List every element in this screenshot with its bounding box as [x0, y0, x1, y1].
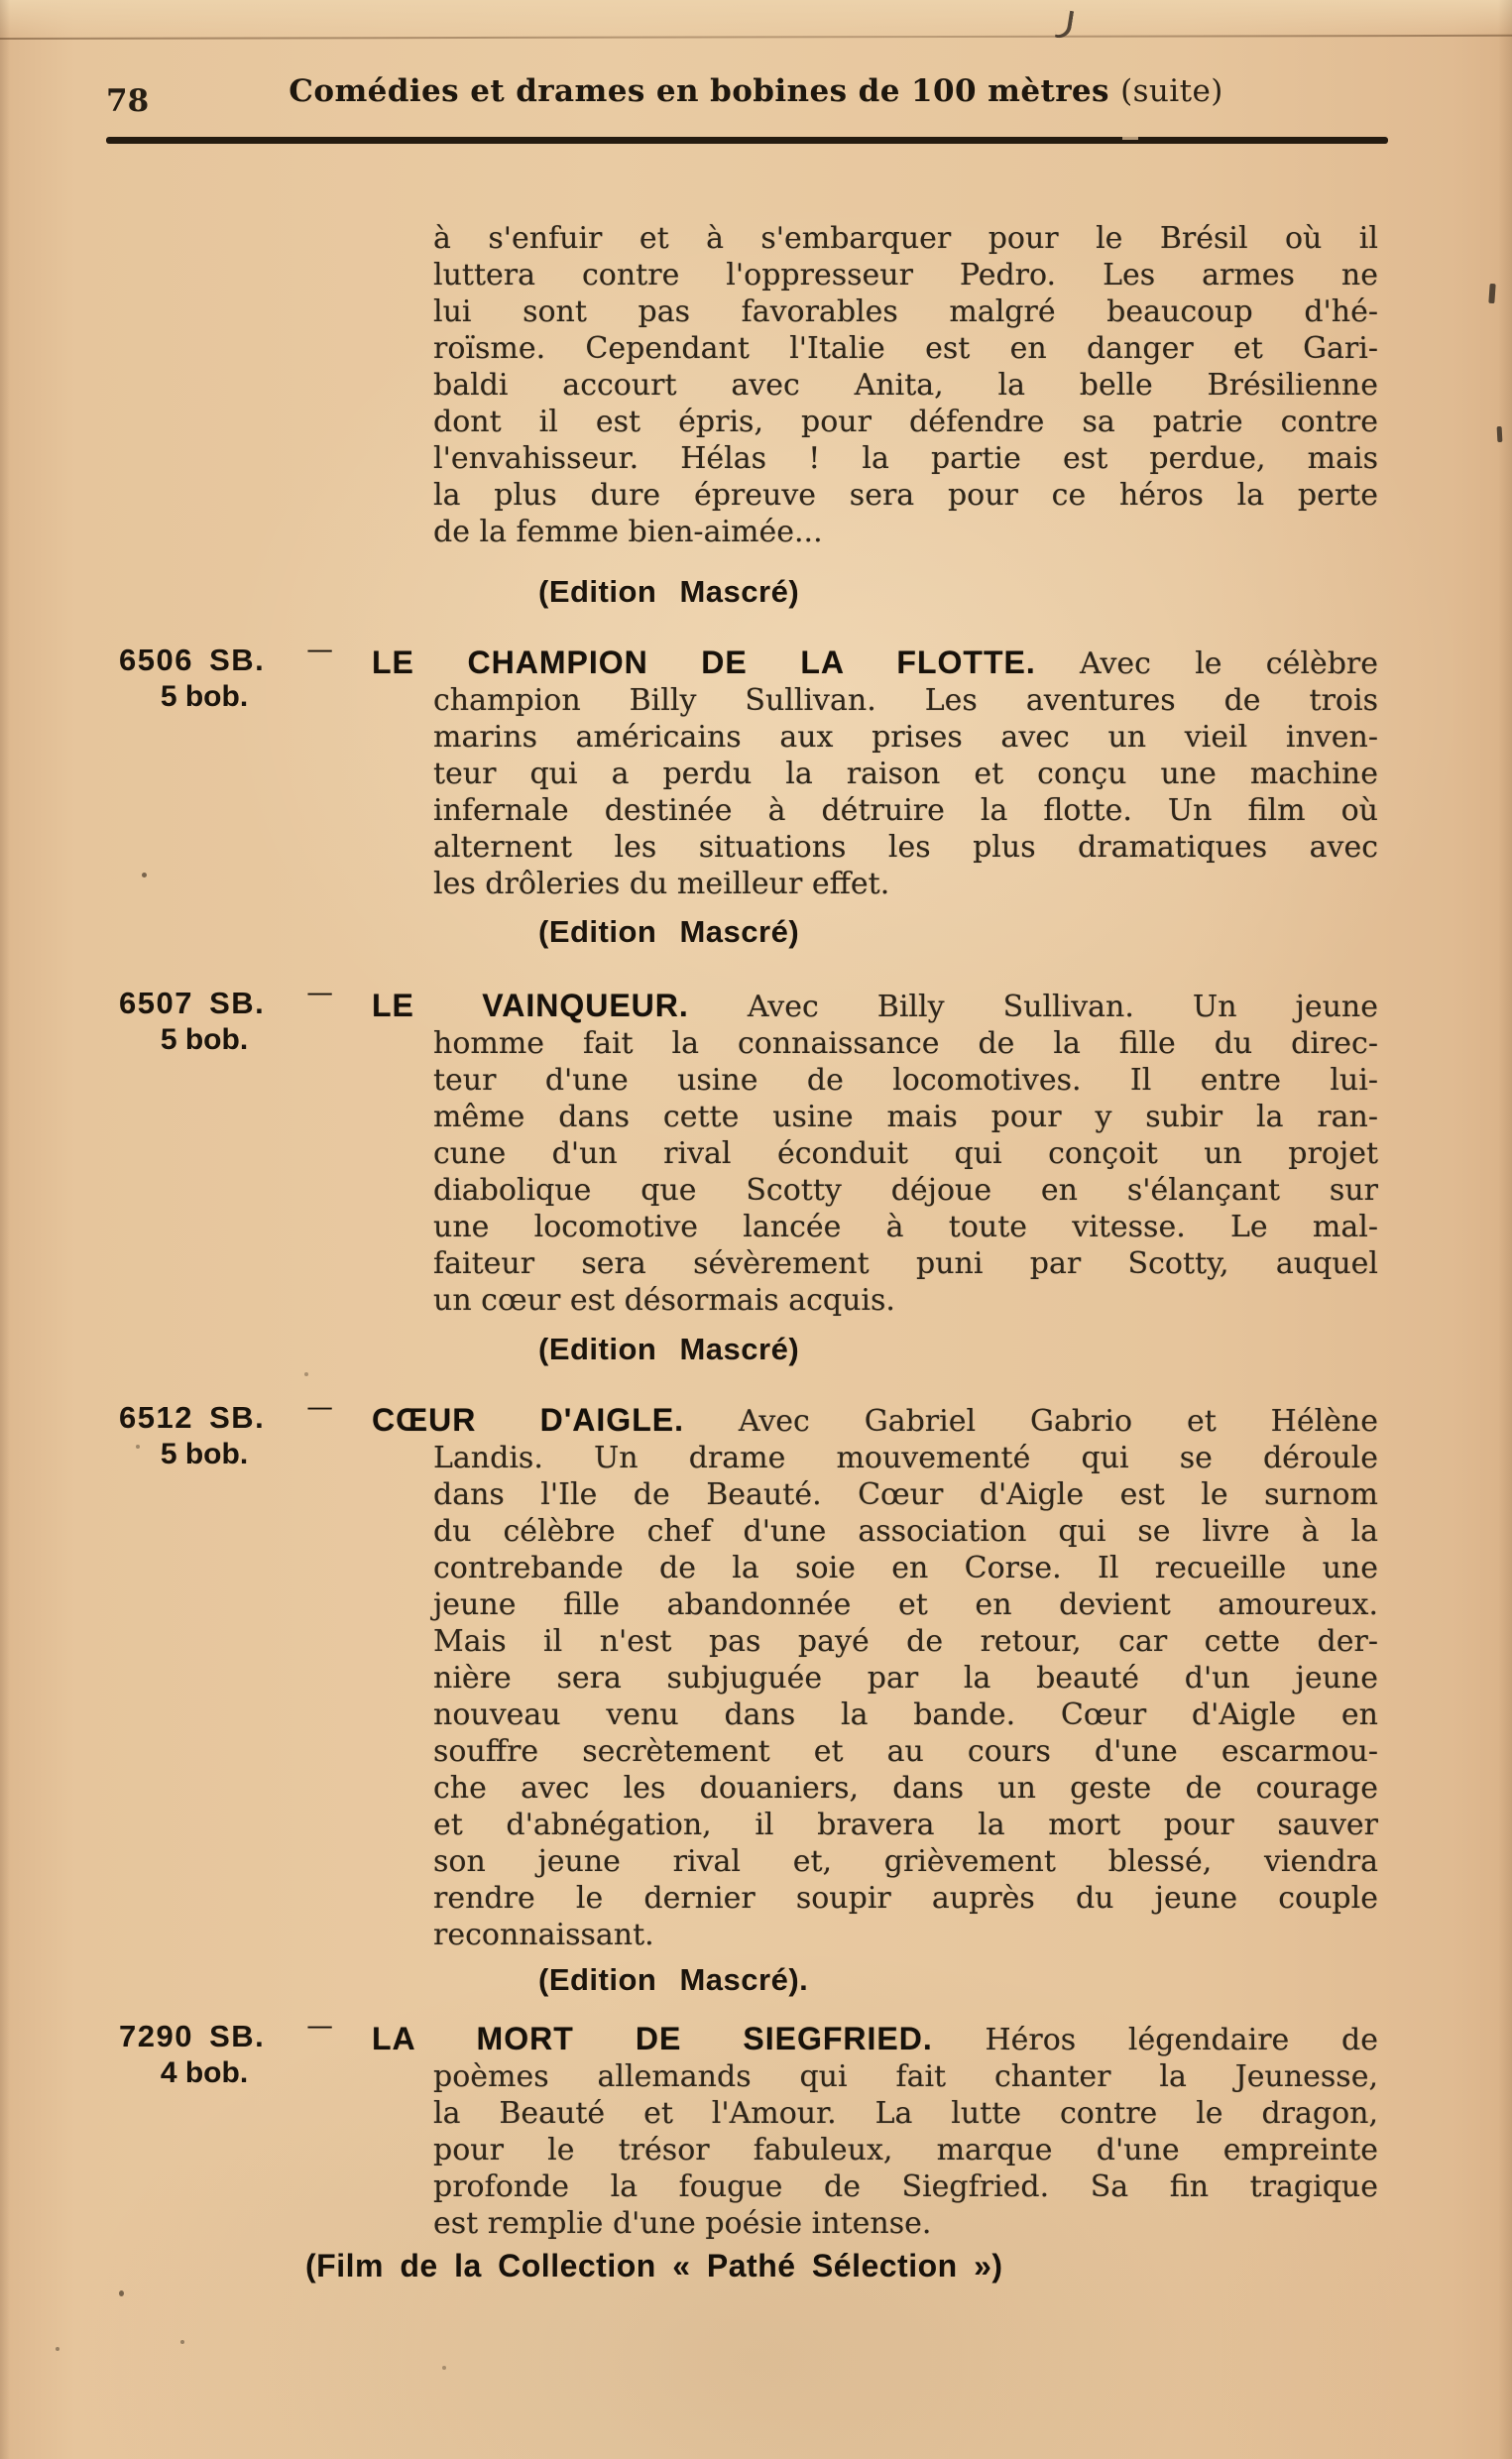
text-line: dont il est épris, pour défendre sa patrie contre	[433, 405, 1378, 439]
entry-dash: —	[306, 1398, 334, 1417]
text-line: une locomotive lancée à toute vitesse. Le mal-	[433, 1210, 1378, 1244]
text-line: Landis. Un drame mouvementé qui se déroule	[433, 1441, 1378, 1475]
entry-7290	[119, 2017, 1379, 2285]
edition-note: (Edition Mascré)	[538, 914, 800, 949]
page-number: 78	[106, 83, 150, 119]
speckle	[142, 873, 147, 878]
entry-first-line	[372, 1402, 1378, 1440]
speckle	[180, 2340, 184, 2344]
text-line: un cœur est désormais acquis.	[433, 1283, 895, 1318]
text-line: champion Billy Sullivan. Les aventures de trois	[433, 683, 1378, 718]
text-line: son jeune rival et, grièvement blessé, viendra	[433, 1844, 1378, 1879]
header-suite-text: (suite)	[1120, 73, 1223, 109]
edition-note: (Edition Mascré)	[538, 574, 800, 609]
text-line: homme fait la connaissance de la fille du direc-	[433, 1026, 1378, 1061]
entry-dash: —	[306, 984, 334, 1002]
collection-note: (Film de la Collection « Pathé Sélection »)	[305, 2248, 1003, 2283]
page-top-edge	[0, 0, 1512, 36]
right-page-edge	[1498, 0, 1512, 2459]
entry-description	[433, 1440, 1378, 1953]
speckle	[442, 2366, 446, 2370]
entry-description	[433, 1025, 1378, 1319]
text-line: luttera contre l'oppresseur Pedro. Les armes ne	[433, 258, 1378, 293]
reel-count: 5 bob.	[160, 1023, 249, 1056]
page-body	[119, 220, 1379, 2285]
catalog-number: 6507 SB.	[119, 986, 266, 1020]
text-line: la Beauté et l'Amour. La lutte contre le dragon,	[433, 2096, 1378, 2131]
entry-first-line-text: Avec Billy Sullivan. Un jeune	[747, 990, 1378, 1024]
entry-first-line	[372, 644, 1378, 682]
text-line: poèmes allemands qui fait chanter la Jeunesse,	[433, 2059, 1378, 2094]
text-line: la plus dure épreuve sera pour ce héros la perte	[433, 478, 1378, 513]
speckle	[119, 2290, 124, 2296]
text-line: baldi accourt avec Anita, la belle Brésilienne	[433, 368, 1378, 403]
entry-first-line	[372, 988, 1378, 1025]
film-title: LE CHAMPION DE LA FLOTTE.	[372, 644, 1036, 680]
edge-mark	[1497, 426, 1503, 442]
text-line: profonde la fougue de Siegfried. Sa fin tragique	[433, 2169, 1378, 2204]
text-line: nière sera subjuguée par la beauté d'un jeune	[433, 1661, 1378, 1696]
edition-note: (Edition Mascré).	[538, 1962, 809, 1997]
intro-paragraph	[433, 220, 1378, 610]
text-line: l'envahisseur. Hélas ! la partie est perdue, mais	[433, 441, 1378, 476]
text-line: teur qui a perdu la raison et conçu une machine	[433, 757, 1378, 791]
reel-count: 5 bob.	[160, 680, 249, 713]
header-rule	[106, 137, 1388, 144]
text-line: les drôleries du meilleur effet.	[433, 867, 890, 901]
entry-first-line-text: Avec Gabriel Gabrio et Hélène	[738, 1404, 1378, 1439]
text-line: marins américains aux prises avec un vieil inven-	[433, 720, 1378, 755]
text-line: teur d'une usine de locomotives. Il entre lui-	[433, 1063, 1378, 1098]
text-line: et d'abnégation, il bravera la mort pour sauver	[433, 1808, 1378, 1842]
text-line: de la femme bien-aimée...	[433, 515, 823, 549]
catalog-number: 6506 SB.	[119, 643, 266, 677]
text-line: souffre secrètement et au cours d'une escarmou-	[433, 1734, 1378, 1769]
reel-count: 4 bob.	[160, 2056, 249, 2089]
entry-6507	[119, 984, 1378, 1367]
text-line: infernale destinée à détruire la flotte. Un film où	[433, 793, 1378, 828]
text-line: faiteur sera sévèrement puni par Scotty, auquel	[433, 1246, 1378, 1281]
speckle	[304, 1372, 308, 1376]
entry-6506	[119, 641, 1378, 950]
edition-note: (Edition Mascré)	[538, 1332, 800, 1366]
entry-first-line-text: Héros légendaire de	[985, 2023, 1379, 2057]
text-line: cune d'un rival éconduit qui conçoit un projet	[433, 1136, 1378, 1171]
entry-description	[433, 682, 1378, 902]
catalog-number: 7290 SB.	[119, 2019, 266, 2053]
left-page-edge	[0, 0, 10, 2459]
film-title: LA MORT DE SIEGFRIED.	[372, 2021, 933, 2056]
reel-count: 5 bob.	[160, 1438, 249, 1470]
film-title: CŒUR D'AIGLE.	[372, 1402, 684, 1438]
text-line: lui sont pas favorables malgré beaucoup d'hé-	[433, 294, 1378, 329]
rule-notch	[1122, 137, 1138, 140]
text-line: che avec les douaniers, dans un geste de courage	[433, 1771, 1378, 1806]
text-line: du célèbre chef d'une association qui se livre à la	[433, 1514, 1378, 1549]
catalog-number: 6512 SB.	[119, 1400, 266, 1435]
text-line: roïsme. Cependant l'Italie est en danger et Gari-	[433, 331, 1378, 366]
speckle	[136, 1445, 140, 1449]
film-title: LE VAINQUEUR.	[372, 988, 689, 1023]
text-line: dans l'Ile de Beauté. Cœur d'Aigle est le surnom	[433, 1477, 1378, 1512]
entry-dash: —	[306, 2017, 334, 2036]
speckle	[56, 2347, 59, 2351]
text-line: Mais il n'est pas payé de retour, car cette der-	[433, 1624, 1378, 1659]
text-line: même dans cette usine mais pour y subir la ran-	[433, 1100, 1378, 1134]
entry-6512	[119, 1398, 1378, 1998]
entry-description	[433, 2058, 1378, 2242]
text-line: est remplie d'une poésie intense.	[433, 2206, 932, 2241]
entry-first-line-text: Avec le célèbre	[1080, 646, 1378, 681]
text-line: jeune fille abandonnée et en devient amoureux.	[433, 1587, 1378, 1622]
edge-mark	[1488, 284, 1495, 303]
running-header	[0, 73, 1512, 109]
text-line: contrebande de la soie en Corse. Il recueille une	[433, 1551, 1378, 1585]
text-line: nouveau venu dans la bande. Cœur d'Aigle en	[433, 1698, 1378, 1732]
text-line: alternent les situations les plus dramatiques avec	[433, 830, 1378, 865]
text-line: rendre le dernier soupir auprès du jeune couple	[433, 1881, 1378, 1916]
text-line: à s'enfuir et à s'embarquer pour le Brésil où il	[433, 221, 1378, 256]
text-line: reconnaissant.	[433, 1918, 654, 1952]
entry-dash: —	[306, 641, 334, 659]
intro-text	[433, 220, 1378, 550]
header-title-text: Comédies et drames en bobines de 100 mètres	[289, 73, 1109, 109]
text-line: diabolique que Scotty déjoue en s'élançant sur	[433, 1173, 1378, 1208]
text-line: pour le trésor fabuleux, marque d'une empreinte	[433, 2133, 1378, 2167]
entry-first-line	[372, 2021, 1378, 2058]
